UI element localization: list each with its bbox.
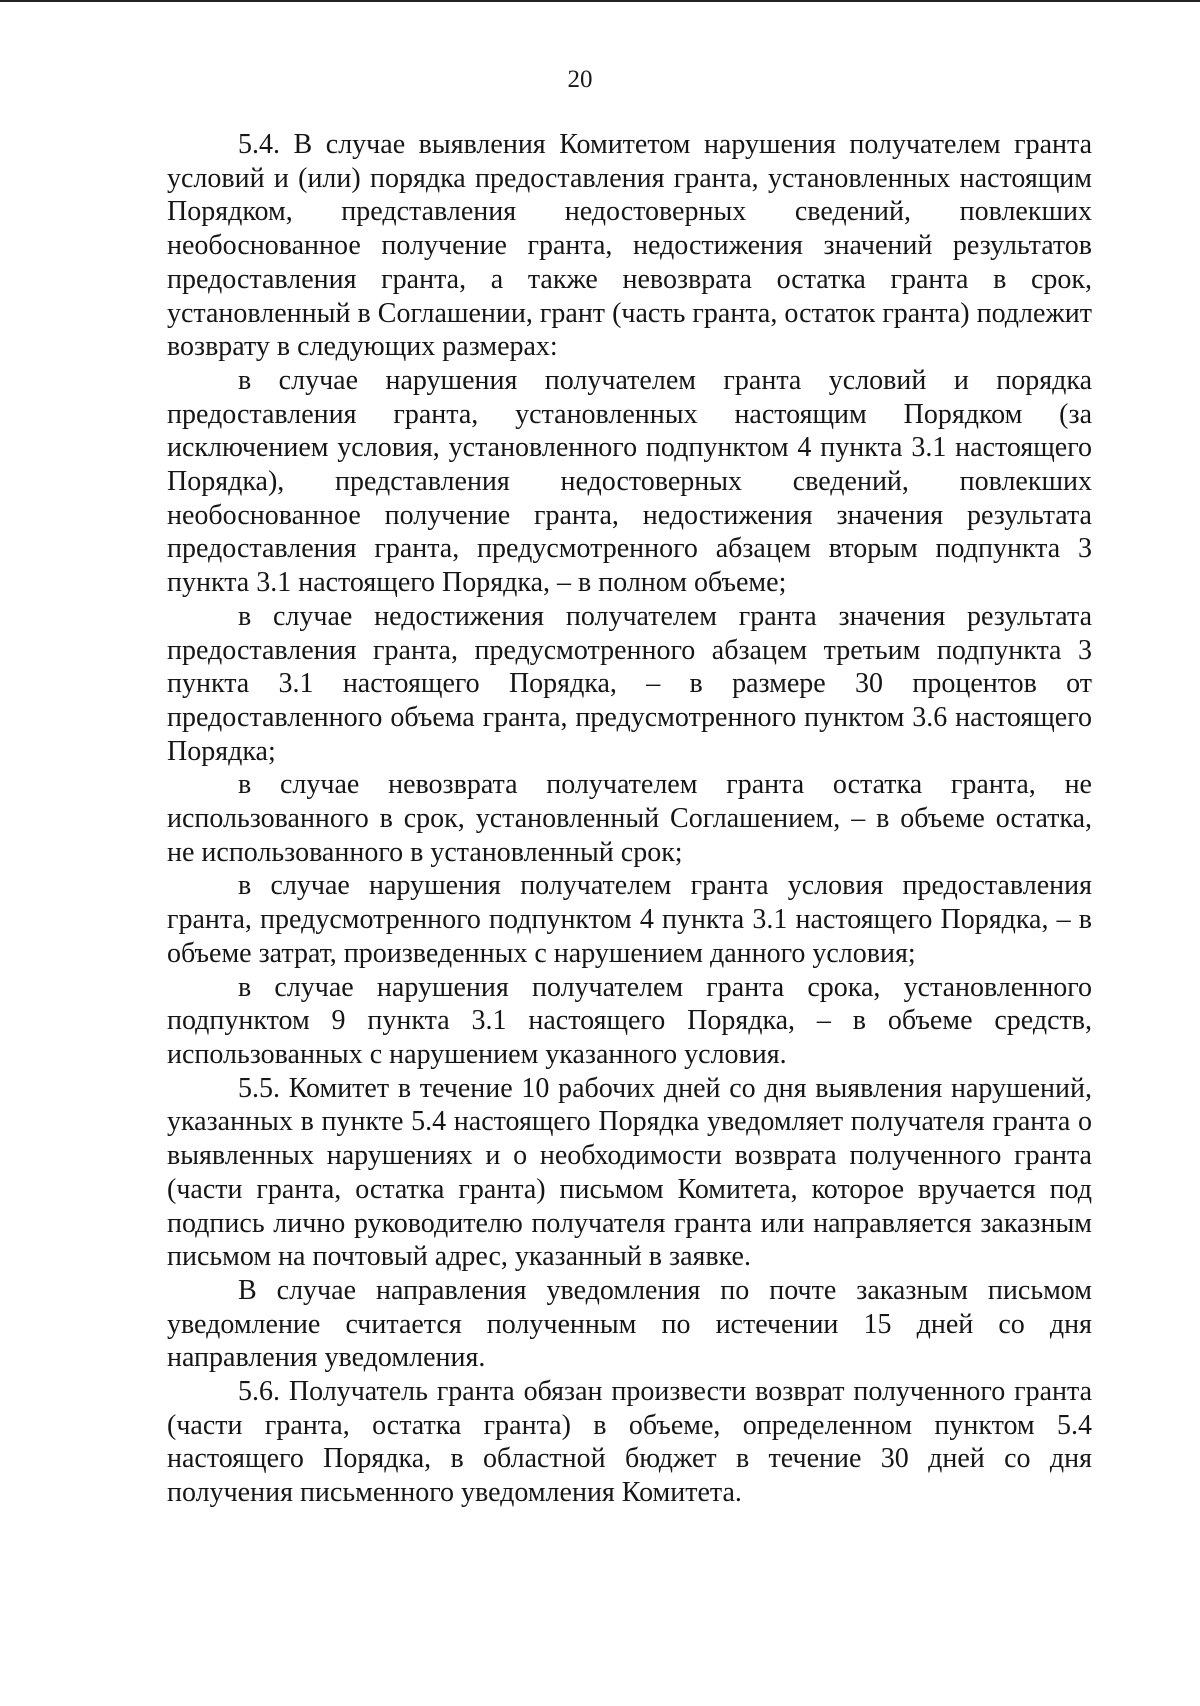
paragraph-unused-balance: в случае невозврата получателем гранта остатка гранта, не использованного в срок, установленный Соглашением, – в объеме остатка, не использованного в установленный срок; bbox=[167, 769, 1092, 868]
paragraph-30-percent: в случае недостижения получателем гранта значения результата предоставления гранта, предусмотренного абзацем третьим подпункта 3 пункта 3.1 настоящего Порядка, – в размере 30 процентов от предоставленного объема гранта, предусмотренного пунктом 3.6 настоящего Порядка; bbox=[167, 600, 1092, 767]
paragraph-deadline-9: в случае нарушения получателем гранта срока, установленного подпунктом 9 пункта 3.1 настоящего Порядка, – в объеме средств, использованных с нарушением указанного условия. bbox=[167, 971, 1092, 1070]
paragraph-full-return: в случае нарушения получателем гранта условий и порядка предоставления гранта, установленных настоящим Порядком (за исключением условия, установленного подпунктом 4 пункта 3.1 настоящего Порядка), представления недостоверных сведений, повлекших необоснованное получение гранта, недостижения значения результата предоставления гранта, предусмотренного абзацем вторым подпункта 3 пункта 3.1 настоящего Порядка, – в полном объеме; bbox=[167, 364, 1092, 599]
document-body bbox=[167, 128, 1092, 1510]
paragraph-5-4: 5.4. В случае выявления Комитетом нарушения получателем гранта условий и (или) порядка предоставления гранта, установленных настоящим Порядком, представления недостоверных сведений, повлекших необоснованное получение гранта, недостижения значений результатов предоставления гранта, а также невозврата остатка гранта в срок, установленный в Соглашении, грант (часть гранта, остаток гранта) подлежит возврату в следующих размерах: bbox=[167, 129, 1092, 363]
paragraph-condition-4: в случае нарушения получателем гранта условия предоставления гранта, предусмотренного подпунктом 4 пункта 3.1 настоящего Порядка, – в объеме затрат, произведенных с нарушением данного условия; bbox=[167, 870, 1092, 969]
paragraph-5-5: 5.5. Комитет в течение 10 рабочих дней со дня выявления нарушений, указанных в пункте 5.4 настоящего Порядка уведомляет получателя гранта о выявленных нарушениях и о необходимости возврата полученного гранта (части гранта, остатка гранта) письмом Комитета, которое вручается под подпись лично руководителю получателя гранта или направляется заказным письмом на почтовый адрес, указанный в заявке. bbox=[167, 1072, 1092, 1273]
paragraph-notification: В случае направления уведомления по почте заказным письмом уведомление считается полученным по истечении 15 дней со дня направления уведомления. bbox=[167, 1274, 1092, 1374]
paragraph-5-6: 5.6. Получатель гранта обязан произвести возврат полученного гранта (части гранта, остатка гранта) в объеме, определенном пунктом 5.4 настоящего Порядка, в областной бюджет в течение 30 дней со дня получения письменного уведомления Комитета. bbox=[167, 1376, 1092, 1509]
page-number: 20 bbox=[567, 66, 593, 93]
